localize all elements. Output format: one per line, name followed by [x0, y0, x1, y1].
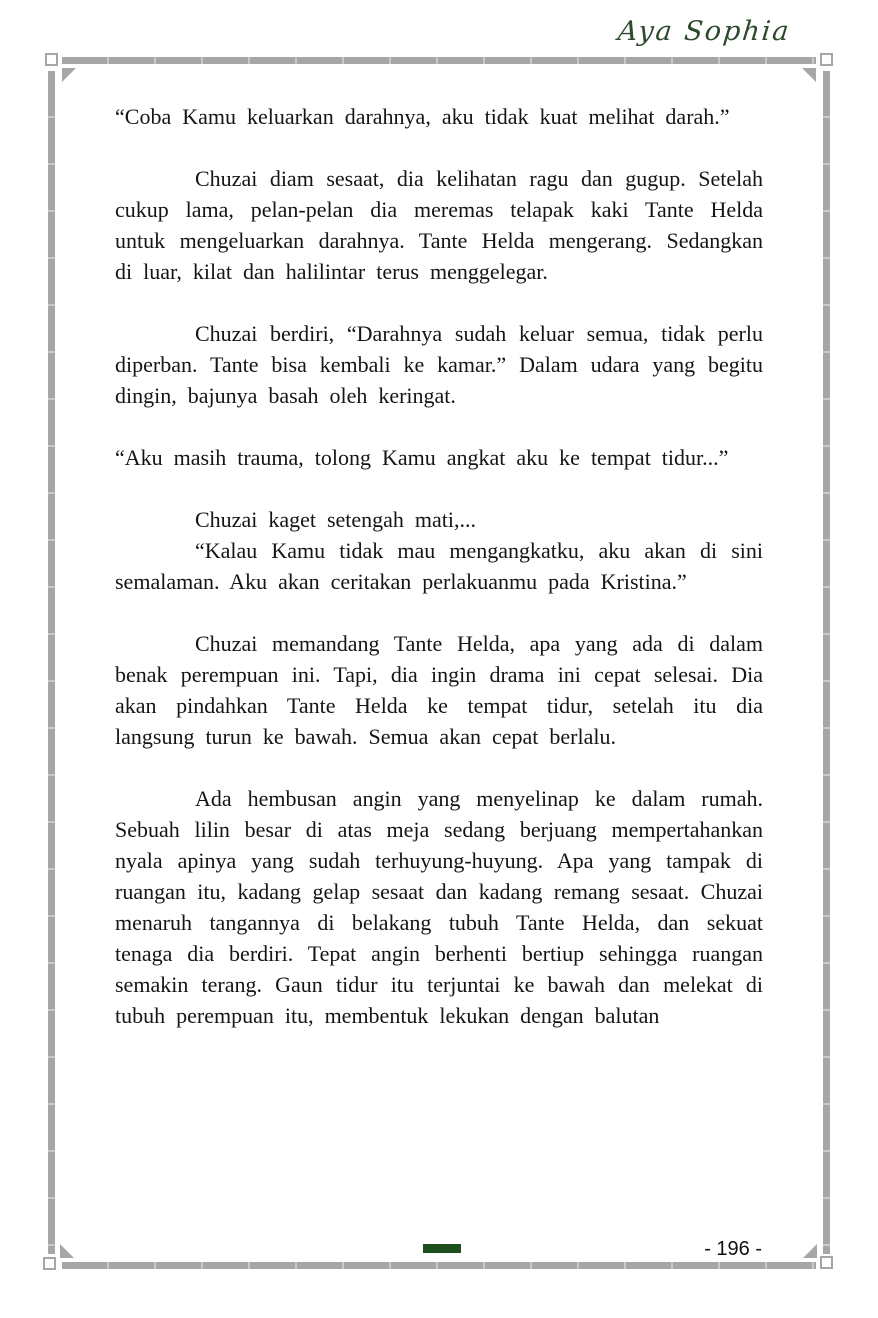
paragraph: Chuzai berdiri, “Darahnya sudah keluar semua, tidak perlu diperban. Tante bisa kembali ke kamar.” Dalam udara yang begitu dingin, bajunya basah oleh keringat. — [115, 321, 763, 408]
paragraph: “Kalau Kamu tidak mau mengangkatku, aku akan di sini semalaman. Aku akan ceritakan perlakuanmu pada Kristina.” — [115, 538, 763, 594]
frame-right-border — [823, 71, 830, 1254]
frame-corner-triangle-top-right — [802, 68, 816, 82]
paragraph: “Aku masih trauma, tolong Kamu angkat aku ke tempat tidur...” — [115, 445, 729, 470]
frame-corner-square-bottom-right — [820, 1256, 833, 1269]
page-body-text — [115, 101, 763, 1031]
frame-top-border — [62, 57, 816, 64]
paragraph: Chuzai kaget setengah mati,... — [195, 507, 477, 532]
frame-corner-square-top-left — [45, 53, 58, 66]
paragraph: “Coba Kamu keluarkan darahnya, aku tidak kuat melihat darah.” — [115, 104, 730, 129]
frame-bottom-border — [62, 1262, 816, 1269]
paragraph: Chuzai diam sesaat, dia kelihatan ragu dan gugup. Setelah cukup lama, pelan-pelan dia meremas telapak kaki Tante Helda untuk mengeluarkan darahnya. Tante Helda mengerang. Sedangkan di luar, kilat dan halilintar terus menggelegar. — [115, 166, 763, 284]
footer-accent-bar — [423, 1244, 461, 1253]
frame-left-border — [48, 71, 55, 1254]
frame-corner-triangle-bottom-right — [803, 1244, 817, 1258]
paragraph: Ada hembusan angin yang menyelinap ke dalam rumah. Sebuah lilin besar di atas meja sedang berjuang mempertahankan nyala apinya yang sudah terhuyung-huyung. Apa yang tampak di ruangan itu, kadang gelap sesaat dan kadang remang sesaat. Chuzai menaruh tangannya di belakang tubuh Tante Helda, dan sekuat tenaga dia berdiri. Tepat angin berhenti bertiup sehingga ruangan semakin terang. Gaun tidur itu terjuntai ke bawah dan melekat di tubuh perempuan itu, membentuk lekukan dengan balutan — [115, 786, 763, 1028]
frame-corner-square-top-right — [820, 53, 833, 66]
frame-corner-triangle-bottom-left — [60, 1244, 74, 1258]
author-header: Aya Sophia — [615, 16, 792, 47]
page-number: - 196 - — [704, 1238, 762, 1260]
frame-corner-triangle-top-left — [62, 68, 76, 82]
frame-corner-square-bottom-left — [43, 1257, 56, 1270]
paragraph: Chuzai memandang Tante Helda, apa yang ada di dalam benak perempuan ini. Tapi, dia ingin drama ini cepat selesai. Dia akan pindahkan Tante Helda ke tempat tidur, setelah itu dia langsung turun ke bawah. Semua akan cepat berlalu. — [115, 631, 763, 749]
